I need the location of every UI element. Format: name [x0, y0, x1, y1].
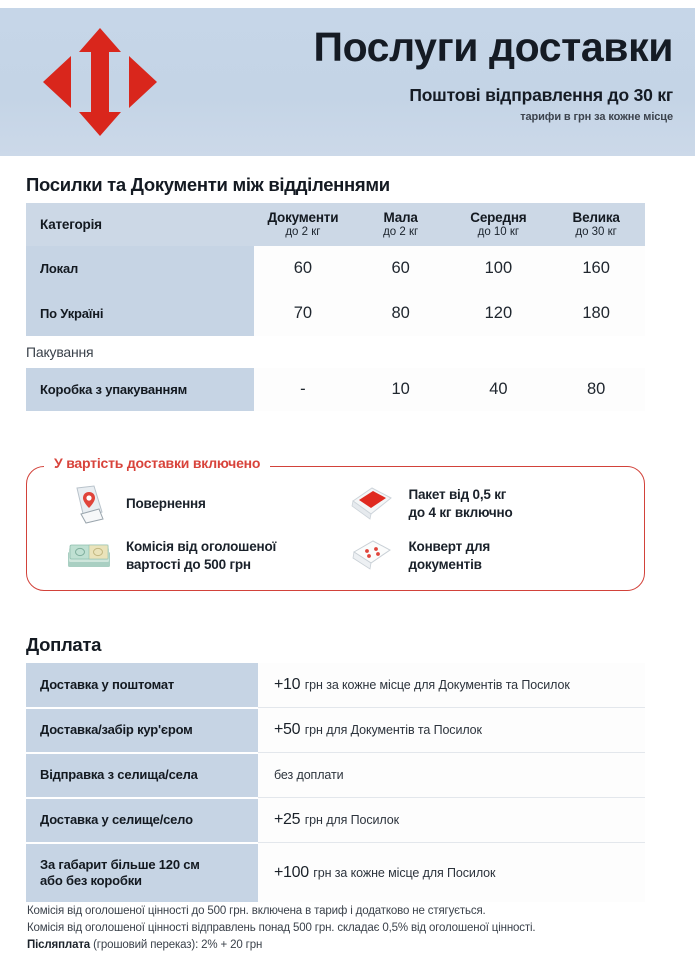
- surcharge-label-parcel-locker: Доставка у поштомат: [26, 663, 258, 708]
- included-item-envelope: [349, 530, 632, 582]
- header-subtitle: Поштові відправлення до 30 кг: [409, 85, 673, 106]
- packaging-table: [26, 368, 645, 411]
- table-row: [26, 368, 645, 411]
- table-row: [26, 246, 645, 291]
- cell-value: 40: [450, 368, 548, 411]
- included-box-title: У вартість доставки включено: [44, 455, 270, 471]
- included-item-text: [409, 486, 513, 521]
- surcharge-label-line1: За габарит більше 120 см: [40, 856, 200, 872]
- included-items-grid: [26, 472, 645, 588]
- table-row: [26, 843, 645, 903]
- header-cell-large: [547, 203, 645, 246]
- cell-value: 70: [254, 291, 352, 336]
- company-logo: [0, 8, 200, 156]
- header-cell-title: Документи: [267, 210, 339, 225]
- money-stack-icon: [66, 540, 112, 572]
- cell-value: 10: [352, 368, 450, 411]
- header-cell-title: Середня: [470, 210, 527, 225]
- header-cell-weight: до 2 кг: [383, 226, 419, 238]
- surcharge-table: [26, 663, 645, 902]
- cell-value: 100: [450, 246, 548, 291]
- packaging-caption: Пакування: [26, 344, 94, 360]
- cell-value: 60: [352, 246, 450, 291]
- row-label-local: Локал: [26, 246, 254, 291]
- surcharge-label-line2: або без коробки: [40, 872, 142, 888]
- red-package-icon: [349, 485, 395, 523]
- surcharge-value: [258, 708, 645, 753]
- tariff-table: [26, 203, 645, 336]
- footnote-bold-label: Післяплата: [27, 939, 91, 951]
- table-row: [26, 798, 645, 843]
- included-item-text: [409, 538, 491, 573]
- included-text-line2: вартості до 500 грн: [126, 557, 251, 572]
- footnote-line-2: Комісія від оголошеної цінності відправлень понад 500 грн. складає 0,5% від оголошеної цінності.: [27, 922, 536, 934]
- surcharge-label-oversize: [26, 843, 258, 903]
- cell-value: 80: [547, 368, 645, 411]
- included-item-text: [126, 495, 206, 513]
- surcharge-description: грн за кожне місце для Посилок: [313, 865, 496, 880]
- included-item-text: [126, 538, 276, 573]
- cell-value: 80: [352, 291, 450, 336]
- included-item-return: [66, 478, 349, 530]
- header-cell-title: Велика: [572, 210, 620, 225]
- document-envelope-icon: [349, 538, 395, 574]
- row-label-box: Коробка з упакуванням: [26, 368, 254, 411]
- table-row: [26, 663, 645, 708]
- surcharge-amount: +100: [274, 863, 309, 881]
- included-item-package: [349, 478, 632, 530]
- header-cell-small: [352, 203, 450, 246]
- header-text-block: [200, 8, 695, 123]
- surcharge-label-courier: Доставка/забір кур'єром: [26, 708, 258, 753]
- surcharge-label-to-village: Доставка у селище/село: [26, 798, 258, 843]
- meest-h-arrows-logo: [41, 26, 159, 138]
- footnote-line-3: [27, 937, 672, 955]
- header-cell-weight: до 2 кг: [285, 226, 321, 238]
- included-text-line1: Пакет від 0,5 кг: [408, 487, 507, 503]
- footnote-rest: (грошовий переказ): 2% + 20 грн: [90, 939, 263, 951]
- included-text-line2: документів: [408, 557, 482, 572]
- table-row: [26, 291, 645, 336]
- cell-value: -: [254, 368, 352, 411]
- cell-value: 180: [547, 291, 645, 336]
- surcharge-value: [258, 663, 645, 708]
- cell-value: 60: [254, 246, 352, 291]
- cell-value: 160: [547, 246, 645, 291]
- header-cell-documents: [254, 203, 352, 246]
- surcharge-value: [258, 753, 645, 798]
- included-item-commission: [66, 530, 349, 582]
- surcharge-description: грн за кожне місце для Документів та Посилок: [304, 678, 570, 692]
- table-header-row: [26, 203, 645, 246]
- surcharge-description: грн для Посилок: [304, 813, 399, 827]
- surcharge-label-from-village: Відправка з селища/села: [26, 753, 258, 798]
- table-row: [26, 753, 645, 798]
- surcharge-amount: +50: [274, 721, 301, 738]
- table-row: [26, 708, 645, 753]
- surcharge-description: без доплати: [274, 768, 344, 782]
- surcharge-amount: +25: [274, 811, 301, 828]
- surcharge-value: [258, 843, 645, 903]
- header-cell-weight: до 30 кг: [575, 226, 617, 238]
- surcharge-section-title: Доплата: [26, 634, 102, 655]
- phone-location-pin-icon: [66, 484, 112, 524]
- page-title: Послуги доставки: [313, 24, 673, 70]
- included-text-line1: Комісія від оголошеної: [126, 539, 277, 555]
- header-cell-medium: [450, 203, 548, 246]
- header-cell-weight: до 10 кг: [477, 226, 520, 238]
- footnote-line-1: Комісія від оголошеної цінності до 500 грн. включена в тариф і додатково не стягується.: [27, 905, 486, 917]
- surcharge-amount: +10: [274, 676, 301, 693]
- header-cell-title: Мала: [383, 210, 418, 225]
- surcharge-description: грн для Документів та Посилок: [304, 723, 482, 737]
- main-section-title: Посилки та Документи між відділеннями: [26, 174, 390, 195]
- included-text-line1: Конверт для: [408, 539, 491, 555]
- header-banner: [0, 8, 695, 156]
- header-cell-category: Категорія: [26, 203, 254, 246]
- surcharge-value: [258, 798, 645, 843]
- cell-value: 120: [450, 291, 548, 336]
- included-text-line1: Повернення: [126, 496, 206, 512]
- row-label-ukraine: По Україні: [26, 291, 254, 336]
- included-text-line2: до 4 кг включно: [408, 505, 513, 520]
- header-note: тарифи в грн за кожне місце: [520, 111, 673, 124]
